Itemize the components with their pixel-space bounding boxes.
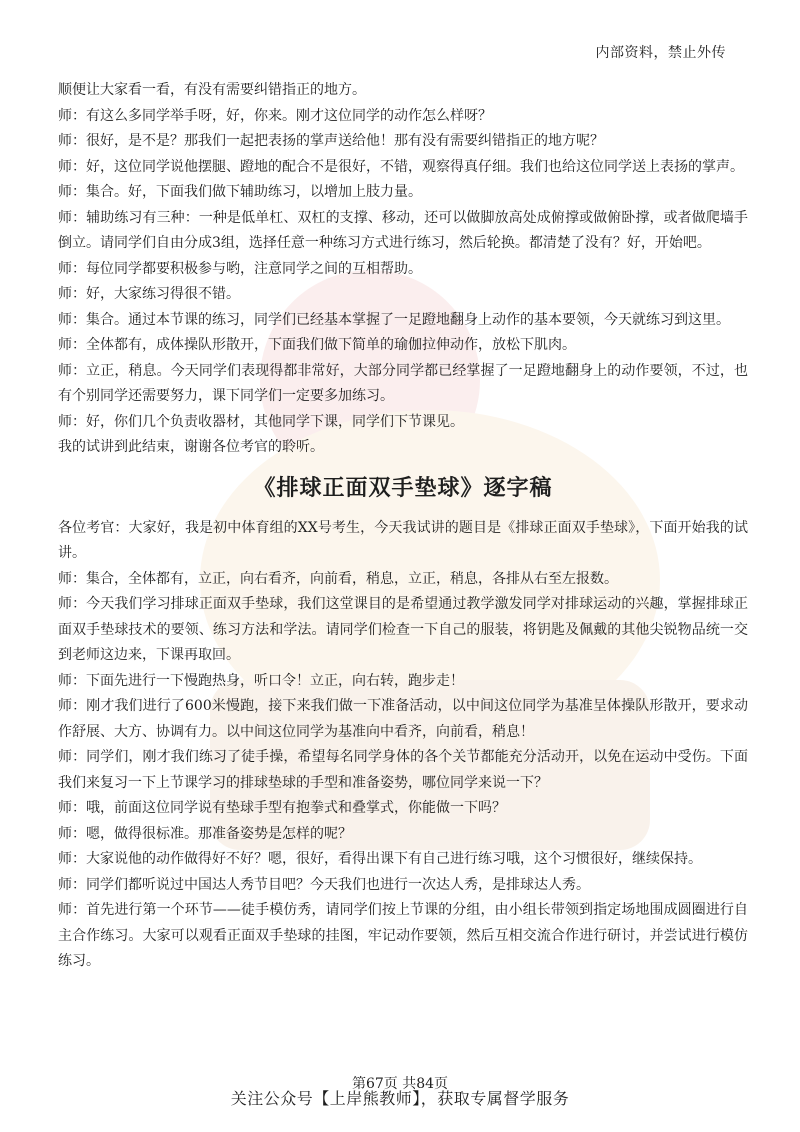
paragraph: 师：全体都有，成体操队形散开，下面我们做下简单的瑜伽拉伸动作，放松下肌肉。 bbox=[58, 337, 576, 353]
paragraph: 各位考官：大家好，我是初中体育组的XX号考生，今天我试讲的题目是《排球正面双手垫球》，下面开始我的试讲。 bbox=[58, 519, 748, 561]
paragraph: 我的试讲到此结束，谢谢各位考官的聆听。 bbox=[58, 439, 324, 455]
paragraph: 师：大家说他的动作做得好不好？嗯，很好，看得出课下有自己进行练习哦，这个习惯很好，继续保持。 bbox=[58, 851, 702, 867]
paragraph: 师：集合，全体都有，立正，向右看齐，向前看，稍息，立正，稍息，各排从右至左报数。 bbox=[58, 570, 618, 587]
paragraph: 师：集合。好，下面我们做下辅助练习，以增加上肢力量。 bbox=[58, 184, 422, 200]
paragraph: 师：哦，前面这位同学说有垫球手型有抱拳式和叠掌式，你能做一下吗？ bbox=[58, 800, 506, 816]
paragraph: 顺便让大家看一看，有没有需要纠错指正的地方。 bbox=[58, 82, 366, 98]
paragraph: 师：下面先进行一下慢跑热身，听口令！立正，向右转，跑步走！ bbox=[58, 672, 464, 689]
paragraph: 师：每位同学都要积极参与哟，注意同学之间的互相帮助。 bbox=[58, 260, 422, 277]
header-confidential-note: 内部资料，禁止外传 bbox=[595, 45, 726, 61]
paragraph: 师：今天我们学习排球正面双手垫球，我们这堂课目的是希望通过教学激发同学对排球运动的兴趣，掌握排球正面双手垫球技术的要领、练习方法和学法。请同学们检查一下自己的服装，将钥匙及佩戴的其他尖锐物品统一交到老师这边来，下课再取回。 bbox=[58, 596, 748, 663]
paragraph: 师：立正，稍息。今天同学们表现得都非常好，大部分同学都已经掌握了一足蹬地翻身上的动作要领，不过，也有个别同学还需要努力，课下同学们一定要多加练习。 bbox=[58, 362, 748, 404]
section-title: 《排球正面双手垫球》逐字稿 bbox=[253, 475, 553, 501]
paragraph: 师：好，大家练习得很不错。 bbox=[58, 286, 240, 302]
footer-promo-text: 关注公众号【上岸熊教师】，获取专属督学服务 bbox=[230, 1089, 570, 1108]
page-number: 第67页 共84页 bbox=[351, 1076, 449, 1092]
paragraph: 师：嗯，做得很标准。那准备姿势是怎样的呢？ bbox=[58, 825, 352, 842]
paragraph: 师：同学们，刚才我们练习了徒手操，希望每名同学身体的各个关节都能充分活动开，以免在运动中受伤。下面我们来复习一下上节课学习的排球垫球的手型和准备姿势，哪位同学来说一下？ bbox=[58, 749, 748, 791]
paragraph: 师：同学们都听说过中国达人秀节目吧？今天我们也进行一次达人秀，是排球达人秀。 bbox=[58, 876, 590, 893]
paragraph: 师：有这么多同学举手呀，好，你来。刚才这位同学的动作怎么样呀？ bbox=[58, 107, 492, 124]
section-volleyball-transcript bbox=[58, 516, 748, 975]
paragraph: 师：刚才我们进行了600米慢跑，接下来我们做一下准备活动，以中间这位同学为基准呈体操队形散开，要求动作舒展、大方、协调有力。以中间这位同学为基准向中看齐，向前看，稍息！ bbox=[58, 698, 748, 740]
paragraph: 师：很好，是不是？那我们一起把表扬的掌声送给他！那有没有需要纠错指正的地方呢？ bbox=[58, 133, 604, 149]
paragraph: 师：集合。通过本节课的练习，同学们已经基本掌握了一足蹬地翻身上动作的基本要领，今天就练习到这里。 bbox=[58, 311, 730, 328]
document-body bbox=[58, 78, 748, 975]
paragraph: 师：好，你们几个负责收器材，其他同学下课，同学们下节课见。 bbox=[58, 413, 464, 430]
paragraph: 师：辅助练习有三种：一种是低单杠、双杠的支撑、移动，还可以做脚放高处成俯撑或做俯卧撑，或者做爬墙手倒立。请同学们自由分成3组，选择任意一种练习方式进行练习，然后轮换。都清楚了没有？好，开始吧。 bbox=[58, 209, 748, 251]
section-transcript-continued bbox=[58, 78, 748, 461]
paragraph: 师：首先进行第一个环节——徒手模仿秀，请同学们按上节课的分组，由小组长带领到指定场地围成圆圈进行自主合作练习。大家可以观看正面双手垫球的挂图，牢记动作要领，然后互相交流合作进行研讨，并尝试进行模仿练习。 bbox=[58, 902, 748, 969]
paragraph: 师：好，这位同学说他摆腿、蹬地的配合不是很好，不错，观察得真仔细。我们也给这位同学送上表扬的掌声。 bbox=[58, 158, 744, 175]
